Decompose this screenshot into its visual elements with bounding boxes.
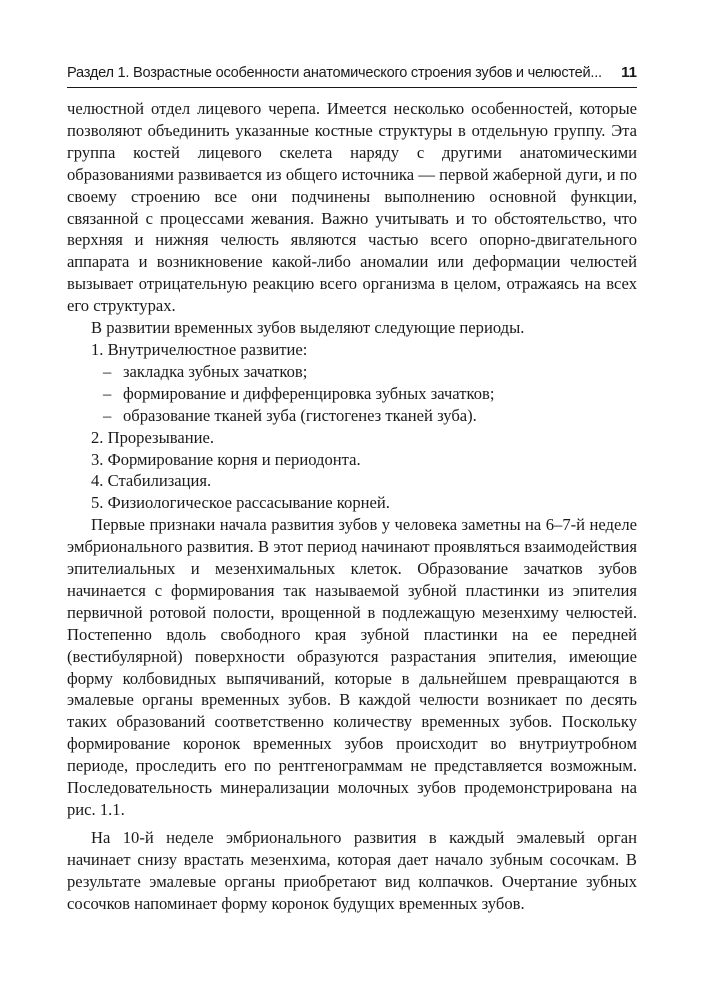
- paragraph-2: Первые признаки начала развития зубов у человека заметны на 6–7-й неделе эмбрионального развития. В этот период начинают проявляться взаимодействия эпителиальных и мезенхимальных клеток. Образование зачатков зубов начинается с формирования так называемой зубной пластинки из эпителия первичной ротовой полости, врощенной в подлежащую мезенхиму челюстей. Постепенно вдоль свободного края зубной пластинки на ее передней (вестибулярной) поверхности образуются разрастания эпителия, имеющие форму колбовидных выпячиваний, которые в дальнейшем превращаются в эмалевые органы временных зубов. В каждой челюсти возникает по десять таких образований соответственно количеству временных зубов. Поскольку формирование коронок временных зубов происходит во внутриутробном периоде, проследить его по рентгенограммам не представляется возможным. Последовательность минерализации молочных зубов продемонстрирована на рис. 1.1.: [67, 515, 637, 819]
- list-item-2: 2. Прорезывание.: [91, 427, 214, 447]
- paragraph-1: челюстной отдел лицевого черепа. Имеется несколько особенностей, которые позволяют объединить указанные костные структуры в отдельную группу. Эта группа костей лицевого скелета наряду с другими анатомическими образованиями развивается из общего источника — первой жаберной дуги, и по своему строению все они подчинены выполнению основной функции, связанной с процессами жевания. Важно учитывать и то обстоятельство, что верхняя и нижняя челюсть являются частью всего опорно-двигательного аппарата и возникновение какой-либо аномалии или деформации челюстей вызывает отрицательную реакцию всего организма в целом, отражаясь на всех его структурах.: [67, 99, 637, 316]
- list-item-4: 4. Стабилизация.: [91, 471, 212, 491]
- dash-bullet: –: [103, 405, 112, 425]
- sub-item-2: [67, 383, 637, 405]
- dash-bullet: –: [103, 361, 112, 381]
- sub-item-text: закладка зубных зачатков;: [123, 361, 308, 381]
- list-item-1: 1. Внутричелюстное развитие:: [91, 339, 308, 359]
- list-intro: В развитии временных зубов выделяют следующие периоды.: [91, 318, 525, 338]
- page-number: 11: [621, 64, 637, 81]
- body-text: [67, 98, 637, 915]
- page: [67, 64, 637, 915]
- sub-item-text: образование тканей зуба (гистогенез тканей зуба).: [123, 405, 477, 425]
- list-item-3: 3. Формирование корня и периодонта.: [91, 449, 361, 469]
- header-title: Раздел 1. Возрастные особенности анатомического строения зубов и челюстей...: [67, 65, 602, 81]
- running-header: [67, 64, 637, 88]
- sub-item-text: формирование и дифференцировка зубных зачатков;: [123, 383, 495, 403]
- dash-bullet: –: [103, 383, 112, 403]
- sub-item-1: [67, 361, 637, 383]
- paragraph-3: На 10-й неделе эмбрионального развития в каждый эмалевый орган начинает снизу врастать мезенхима, которая дает начало зубным сосочкам. В результате эмалевые органы приобретают вид колпачков. Очертание зубных сосочков напоминает форму коронок будущих временных зубов.: [67, 827, 637, 913]
- list-item-5: 5. Физиологическое рассасывание корней.: [91, 493, 390, 513]
- sub-item-3: [67, 405, 637, 427]
